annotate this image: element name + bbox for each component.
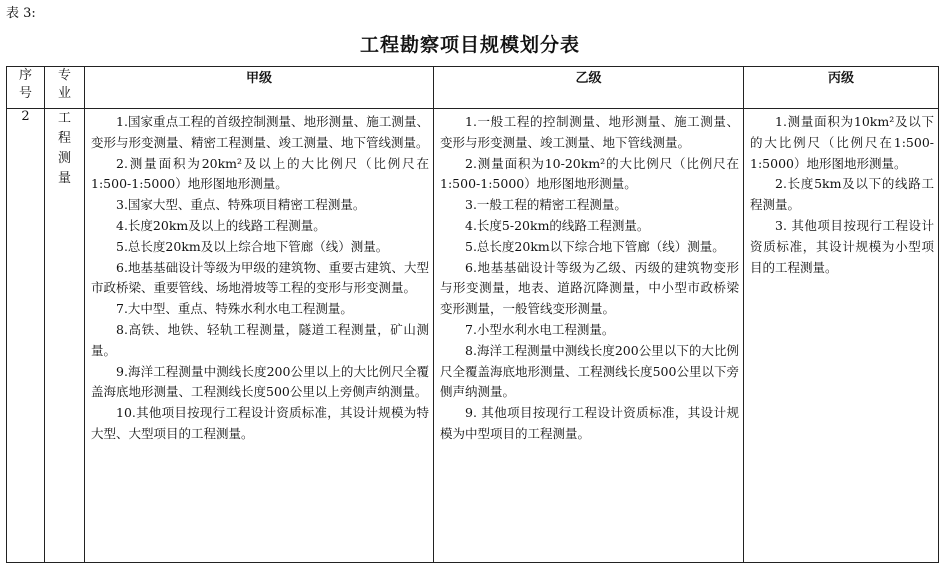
- header-major: [45, 67, 85, 109]
- table-header-row: [7, 67, 939, 109]
- survey-scale-table: [6, 66, 939, 563]
- header-grade-b: 乙级: [434, 67, 744, 109]
- grade-b-item: 7.小型水利水电工程测量。: [465, 321, 615, 337]
- grade-a-item: 7.大中型、重点、特殊水利水电工程测量。: [116, 301, 353, 317]
- grade-b-item: 3.一般工程的精密工程测量。: [465, 197, 627, 213]
- grade-b-cell: [434, 109, 744, 563]
- grade-a-item: 9.海洋工程测量中测线长度200公里以上的大比例尺全覆盖海底地形测量、工程测线长度500公里以上旁侧声纳测量。: [91, 363, 429, 400]
- grade-a-item: 10.其他项目按现行工程设计资质标准，其设计规模为特大型、大型项目的工程测量。: [91, 405, 429, 441]
- major-char: 测: [57, 151, 71, 166]
- grade-a-item: 1.国家重点工程的首级控制测量、地形测量、施工测量、变形与形变测量、精密工程测量、竣工测量、地下管线测量。: [91, 114, 429, 150]
- grade-a-item: 6.地基基础设计等级为甲级的建筑物、重要古建筑、大型市政桥梁、重要管线、场地滑坡等工程的变形与形变测量。: [91, 259, 429, 296]
- grade-b-item: 2.测量面积为10-20km²的大比例尺（比例尺在1:500-1:5000）地形图地形测量。: [440, 155, 739, 192]
- grade-c-item: 2.长度5km及以下的线路工程测量。: [750, 176, 934, 213]
- grade-b-item: 1.一般工程的控制测量、地形测量、施工测量、变形与形变测量、竣工测量、地下管线测量。: [440, 114, 739, 150]
- table-caption: 表 3:: [6, 6, 36, 21]
- major-char: 量: [57, 171, 71, 186]
- grade-a-item: 4.长度20km及以上的线路工程测量。: [116, 217, 326, 233]
- major-char: 工: [57, 111, 71, 126]
- grade-a-item: 3.国家大型、重点、特殊项目精密工程测量。: [116, 197, 366, 213]
- grade-b-item: 8.海洋工程测量中测线长度200公里以下的大比例尺全覆盖海底地形测量、工程测线长度500公里以下旁侧声纳测量。: [440, 342, 739, 400]
- grade-c-item: 1.测量面积为10km²及以下的大比例尺（比例尺在1:500-1:5000）地形图地形测量。: [750, 114, 934, 171]
- grade-b-item: 4.长度5-20km的线路工程测量。: [465, 217, 650, 233]
- row-seq-cell: 2: [7, 109, 45, 563]
- page-title: 工程勘察项目规模划分表: [359, 34, 580, 56]
- grade-a-item: 8.高铁、地铁、轻轨工程测量，隧道工程测量，矿山测量。: [91, 321, 429, 358]
- grade-b-item: 6.地基基础设计等级为乙级、丙级的建筑物变形与形变测量，地表、道路沉降测量，中小型市政桥梁变形测量，一般管线变形测量。: [440, 259, 739, 317]
- grade-a-item: 5.总长度20km及以上综合地下管廊（线）测量。: [116, 238, 389, 254]
- header-major-line: 专: [57, 68, 71, 83]
- header-seq: [7, 67, 45, 109]
- header-major-line: 业: [57, 86, 71, 101]
- major-char: 程: [57, 131, 71, 146]
- header-seq-line: 号: [18, 86, 32, 101]
- header-grade-c: 丙级: [744, 67, 939, 109]
- row-major-cell: [45, 109, 85, 563]
- grade-b-item: 9. 其他项目按现行工程设计资质标准，其设计规模为中型项目的工程测量。: [440, 405, 739, 441]
- grade-a-cell: [85, 109, 434, 563]
- table-row: [7, 109, 939, 563]
- grade-a-item: 2.测量面积为20km²及以上的大比例尺（比例尺在1:500-1:5000）地形图地形测量。: [91, 155, 429, 192]
- grade-c-cell: [744, 109, 939, 563]
- header-grade-a: 甲级: [85, 67, 434, 109]
- header-seq-line: 序: [18, 68, 32, 83]
- grade-c-item: 3. 其他项目按现行工程设计资质标准，其设计规模为小型项目的工程测量。: [750, 217, 934, 275]
- grade-b-item: 5.总长度20km以下综合地下管廊（线）测量。: [465, 238, 725, 254]
